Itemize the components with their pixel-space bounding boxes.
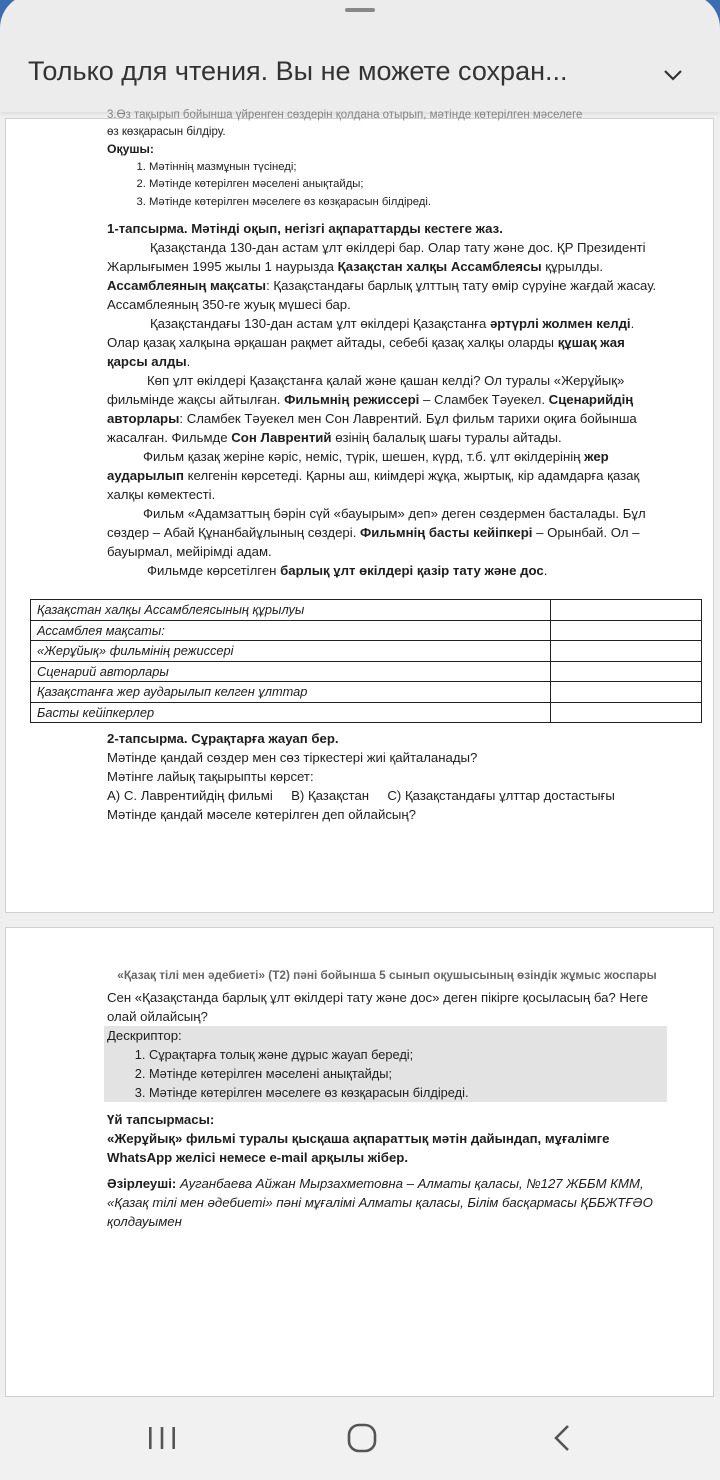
paragraph-6: Фильмде көрсетілген барлық ұлт өкілдері қазір тату және дос.: [147, 563, 548, 578]
back-icon[interactable]: [547, 1423, 581, 1453]
table-row: Ассамблея мақсаты:: [31, 620, 702, 641]
plan-header: «Қазақ тілі мен әдебиеті» (Т2) пәні бойынша 5 сынып оқушысының өзіндік жұмыс жоспары: [117, 968, 657, 982]
paragraph-5: Фильм «Адамзаттың бәрін сүй «бауырым» деп» деген сөздермен басталады. Бұл сөздер – Абай Құнанбайұлының сөздері. Фильмнің басты кейіпкері – Орынбай. Ол – бауырмал, мейірімді адам.: [107, 506, 646, 559]
recent-apps-icon[interactable]: [145, 1423, 179, 1453]
list-item: 1. Мәтіннің мазмұнын түсінеді;: [149, 159, 667, 177]
chevron-down-icon[interactable]: [662, 64, 684, 86]
question-3: Мәтінде қандай мәселе көтерілген деп ойлайсың?: [107, 807, 417, 822]
answer-cell[interactable]: [551, 641, 702, 662]
list-item: 2. Мәтінде көтерілген мәселені анықтайды;: [149, 176, 667, 194]
homework-label: Үй тапсырмасы:: [107, 1112, 215, 1127]
question-2: Мәтінге лайық тақырыпты көрсет:: [107, 769, 314, 784]
read-only-banner[interactable]: [0, 0, 720, 112]
table-row: «Жерұйық» фильмінің режиссері: [31, 641, 702, 662]
task2-block: [107, 729, 667, 824]
list-item: 3. Мәтінде көтерілген мәселеге өз көзқарасын білдіреді.: [149, 1083, 667, 1102]
author-line: Әзірлеуші: Ауганбаева Айжан Мырзахметовна – Алматы қаласы, №127 ЖББМ КММ, «Қазақ тілі мен әдебиеті» пәні мұғалімі Алматы қаласы, Білім басқармасы ҚББЖТҒӘО қолдауымен: [107, 1176, 653, 1229]
list-item: 3. Мәтінде көтерілген мәселеге өз көзқарасын білдіреді.: [149, 194, 667, 212]
students-list: [107, 159, 667, 212]
info-table: [30, 599, 702, 723]
table-row: Сценарий авторлары: [31, 661, 702, 682]
paragraph-1: Қазақстанда 130-дан астам ұлт өкілдері бар. Олар тату және дос. ҚР Президенті Жарлығымен 1995 жылы 1 наурызда Қазақстан халқы Ассамблеясы құрылды. Ассамблеяның мақсаты: Қазақстандағы барлық ұлттың тату өмір сүруіне жағдай жасау. Ассамблеяның 350-ге жуық мүшесі бар.: [107, 240, 657, 312]
question-1: Мәтінде қандай сөздер мен сөз тіркестері жиі қайталанады?: [107, 750, 478, 765]
document-page-1: [5, 109, 714, 913]
cut-off-objective: 3.Өз тақырып бойынша үйренген сөздерін қолдана отырып, мәтінде көтерілген мәселеге өз көзқарасын білдіру.: [107, 109, 583, 138]
banner-title: Только для чтения. Вы не можете сохран...: [28, 56, 568, 86]
descriptor-list: [107, 1045, 667, 1102]
answer-cell[interactable]: [551, 600, 702, 621]
descriptor-box: [104, 1026, 667, 1102]
home-icon[interactable]: [345, 1423, 379, 1453]
answer-options: А) С. Лаврентийдің фильмі В) Қазақстан С) Қазақстандағы ұлттар достастығы: [107, 788, 615, 803]
paragraph-4: Фильм қазақ жеріне кәріс, неміс, түрік, шешен, күрд, т.б. ұлт өкілдерінің жер аударылып келгенін көрсетеді. Қарны аш, киімдері жұқа, жыртық, кір адамдарға қазақ халқы көмектесті.: [107, 449, 640, 502]
drag-handle[interactable]: [345, 8, 375, 12]
page2-body: [107, 966, 667, 1231]
homework-text: «Жерұйық» фильмі туралы қысқаша ақпараттық мәтін дайындап, мұғалімге WhatsApp желісі немесе e-mail арқылы жібер.: [107, 1131, 610, 1165]
answer-cell[interactable]: [551, 682, 702, 703]
table-row: Басты кейіпкерлер: [31, 702, 702, 723]
opinion-question: Сен «Қазақстанда барлық ұлт өкілдері тату және дос» деген пікірге қосыласың ба? Неге олай ойлайсың?: [107, 990, 649, 1024]
paragraph-3: Көп ұлт өкілдері Қазақстанға қалай және қашан келді? Ол туралы «Жерұйық» фильмінде жақсы айтылған. Фильмнің режиссері – Сламбек Тәуекел. Сценарийдің авторлары: Сламбек Тәуекел мен Сон Лаврентий. Бұл фильм тарихи оқиға бойынша жасалған. Фильмде Сон Лаврентий өзінің балалық шағы туралы айтады.: [107, 373, 637, 445]
descriptor-label: Дескриптор:: [107, 1028, 182, 1043]
answer-cell[interactable]: [551, 620, 702, 641]
students-label: Оқушы:: [107, 142, 154, 156]
page1-body: [107, 141, 667, 580]
answer-cell[interactable]: [551, 661, 702, 682]
list-item: 2. Мәтінде көтерілген мәселені анықтайды;: [149, 1064, 667, 1083]
paragraph-2: Қазақстандағы 130-дан астам ұлт өкілдері Қазақстанға әртүрлі жолмен келді. Олар қазақ халқына әрқашан рақмет айтады, себебі қазақ халқы оларды құшақ жая қарсы алды.: [107, 316, 635, 369]
table-row: Қазақстан халқы Ассамблеясының құрылуы: [31, 600, 702, 621]
task2-title: 2-тапсырма. Сұрақтарға жауап бер.: [107, 731, 339, 746]
document-page-2: [5, 927, 714, 1397]
task1-title: 1-тапсырма. Мәтінді оқып, негізгі ақпараттарды кестеге жаз.: [107, 221, 503, 236]
answer-cell[interactable]: [551, 702, 702, 723]
list-item: 1. Сұрақтарға толық және дұрыс жауап береді;: [149, 1045, 667, 1064]
table-row: Қазақстанға жер аударылып келген ұлттар: [31, 682, 702, 703]
navigation-bar: [0, 1397, 720, 1480]
